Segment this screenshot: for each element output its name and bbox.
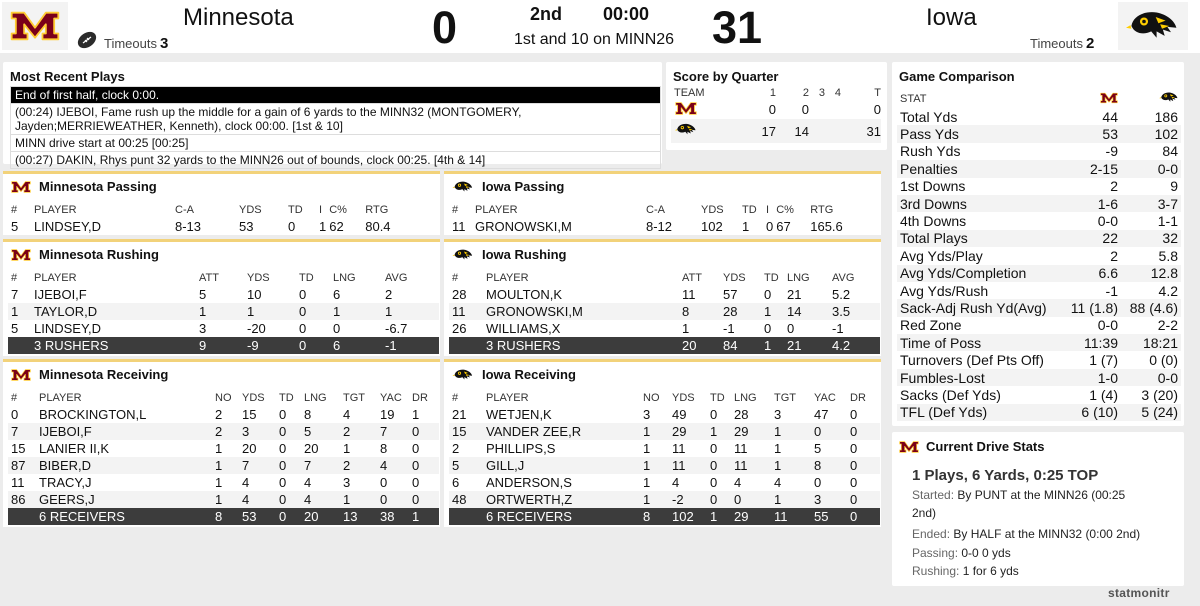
section-title: Iowa Passing [482, 179, 565, 194]
drive-rushing: Rushing: 1 for 6 yds [912, 564, 1019, 578]
comparison-row: Total Plays 22 32 [897, 230, 1181, 247]
away-timeouts: Timeouts 2 [1030, 35, 1095, 52]
score-by-quarter-panel [666, 62, 887, 150]
down-and-distance: 1st and 10 on MINN26 [513, 31, 675, 48]
comparison-row: Avg Yds/Completion 6.6 12.8 [897, 265, 1181, 282]
comparison-row: Sacks (Def Yds) 1 (4) 3 (20) [900, 386, 1178, 403]
table-row: 0 BROCKINGTON,L 2 15 0 8 4 19 1 [11, 407, 420, 422]
comparison-row: Pass Yds 53 102 [897, 125, 1181, 142]
scoreboard-header [0, 0, 1200, 53]
comparison-row: TFL (Def Yds) 6 (10) 5 (24) [897, 404, 1181, 421]
iowa-hawkeye-logo-icon [452, 180, 474, 194]
table-row: 5 LINDSEY,D 3 -20 0 0 -6.7 [11, 321, 408, 336]
table-row: 15 VANDER ZEE,R 1 29 1 29 1 0 0 [449, 423, 880, 440]
away-team-name: Iowa [926, 4, 977, 31]
comparison-row: Sack-Adj Rush Yd(Avg) 11 (1.8) 88 (4.6) [897, 299, 1181, 316]
drive-ended: Ended: By HALF at the MINN32 (0:00 2nd) [912, 527, 1141, 541]
iowa-rushing-panel [444, 239, 881, 356]
iowa-passing-panel [444, 171, 881, 235]
minnesota-logo-icon [11, 248, 31, 262]
score-by-quarter-title: Score by Quarter [673, 69, 779, 84]
minnesota-receiving-panel [3, 359, 440, 527]
section-title: Minnesota Rushing [39, 247, 159, 262]
comparison-row: Rush Yds -9 84 [900, 143, 1178, 160]
minnesota-logo-icon [675, 101, 697, 116]
table-row: 15 LANIER II,K 1 20 0 20 1 8 0 [11, 441, 420, 456]
iowa-hawkeye-logo-icon [452, 248, 474, 262]
section-title: Iowa Receiving [482, 367, 576, 382]
iowa-rushing-table: # PLAYER ATT YDS TD LNG AVG 28 MOULTON,K 11 57 0 21 5.2 11 GRONOWSKI,M 8 28 1 14 3.5 26 WILLIAMS,X 1 -1 0 0 -1 3 RUSHERS 20 84 1 21 4.2 [449, 269, 880, 354]
minnesota-receiving-table: # PLAYER NO YDS TD LNG TGT YAC DR 0 BROCKINGTON,L 2 15 0 8 4 19 1 7 IJEBOI,F 2 3 0 5 2 7 0 15 LANIER II,K 1 20 0 20 1 8 0 87 BIBER,D 1 7 0 7 2 4 0 11 TRACY,J 1 4 0 4 3 0 0 86 GEERS,J 1 4 0 4 1 0 0 6 RECEIVERS 8 53 0 20 13 38 1 [8, 389, 439, 525]
quarter-row-minnesota: 0 0 0 [671, 100, 881, 119]
table-row: 2 PHILLIPS,S 1 11 0 11 1 5 0 [452, 441, 858, 456]
totals-row: 3 RUSHERS 20 84 1 21 4.2 [449, 337, 880, 354]
current-drive-panel [892, 432, 1184, 586]
table-row: 5 GILL,J 1 11 0 11 1 8 0 [449, 457, 880, 474]
minnesota-logo-icon [11, 368, 31, 382]
totals-row: 3 RUSHERS 9 -9 0 6 -1 [8, 337, 439, 354]
comparison-row: Avg Yds/Play 2 5.8 [900, 247, 1178, 264]
current-drive-title: Current Drive Stats [926, 439, 1045, 454]
table-row: 86 GEERS,J 1 4 0 4 1 0 0 [8, 491, 439, 508]
score-by-quarter-table: TEAM 1 2 3 4 T 0 0 0 17 14 31 [671, 86, 881, 143]
comparison-row: Red Zone 0-0 2-2 [900, 317, 1178, 334]
table-row: 28 MOULTON,K 11 57 0 21 5.2 [452, 287, 851, 302]
minnesota-logo-icon [11, 180, 31, 194]
iowa-receiving-table: # PLAYER NO YDS TD LNG TGT YAC DR 21 WETJEN,K 3 49 0 28 3 47 0 15 VANDER ZEE,R 1 29 1 29 1 0 0 2 PHILLIPS,S 1 11 0 11 1 5 0 5 GILL,J 1 11 0 11 1 8 0 6 ANDERSON,S 1 4 0 4 4 0 0 48 ORTWERTH,Z 1 -2 0 0 1 3 0 6 RECEIVERS 8 102 1 29 11 55 0 [449, 389, 880, 525]
most-recent-plays-panel [3, 62, 662, 167]
quarter-row-iowa: 17 14 31 [671, 119, 881, 143]
table-row: 5 LINDSEY,D 8-13 53 0 1 62 80.4 [11, 219, 391, 234]
minnesota-passing-table: # PLAYER C-A YDS TD I C% RTG 5 LINDSEY,D 8-13 53 0 1 62 80.4 [8, 201, 402, 235]
table-row: 26 WILLIAMS,X 1 -1 0 0 -1 [452, 321, 844, 336]
table-row: 87 BIBER,D 1 7 0 7 2 4 0 [8, 457, 439, 474]
totals-row: 6 RECEIVERS 8 102 1 29 11 55 0 [449, 508, 880, 525]
home-score: 0 [432, 2, 458, 53]
drive-started: Started: By PUNT at the MINN26 (00:25 [912, 488, 1126, 502]
game-clock: 00:00 [603, 4, 650, 24]
away-score: 31 [712, 2, 763, 53]
comparison-row: Turnovers (Def Pts Off) 1 (7) 0 (0) [900, 352, 1178, 369]
play-item[interactable]: End of first half, clock 0:00. [11, 87, 660, 104]
statmonitr-watermark: statmonitr [1108, 586, 1170, 600]
iowa-passing-table: # PLAYER C-A YDS TD I C% RTG 11 GRONOWSKI,M 8-12 102 1 0 67 165.6 [449, 201, 851, 235]
iowa-hawkeye-logo-icon [1159, 91, 1179, 104]
game-comparison-title: Game Comparison [899, 69, 1015, 84]
play-item[interactable]: (00:27) DAKIN, Rhys punt 32 yards to the MINN26 out of bounds, clock 00:25. [4th & 14] [15, 153, 486, 167]
table-row: 11 GRONOWSKI,M 8 28 1 14 3.5 [449, 303, 880, 320]
table-row: 7 IJEBOI,F 2 3 0 5 2 7 0 [8, 423, 439, 440]
comparison-row: Total Yds 44 186 [900, 108, 1178, 125]
table-row: 21 WETJEN,K 3 49 0 28 3 47 0 [452, 407, 858, 422]
table-row: 1 TAYLOR,D 1 1 0 1 1 [8, 303, 439, 320]
game-comparison-table: STAT Total Yds 44 186 Pass Yds 53 102 Rush Yds -9 84 Penalties 2-15 0-0 1st Downs 2 9 3rd Downs 1-6 3-7 4th Downs 0-0 1-1 Total Plays 22 32 Avg Yds/Play 2 5.8 Avg Yds/Completion 6.6 12.8 Avg Yds/Rush -1 4.2 Sack-Adj Rush Yd(Avg) 11 (1.8) 88 (4.6) Red Zone 0-0 2-2 Time of Poss 11:39 18:21 Turnovers (Def Pts Off) 1 (7) 0 (0) Fumbles-Lost 1-0 0-0 Sacks (Def Yds) 1 (4) 3 (20) TFL (Def Yds) 6 (10) 5 (24) [897, 90, 1181, 421]
comparison-row: 1st Downs 2 9 [900, 178, 1178, 195]
totals-row: 6 RECEIVERS 8 53 0 20 13 38 1 [8, 508, 439, 525]
iowa-hawkeye-logo-icon [675, 122, 697, 137]
football-icon [76, 31, 98, 49]
comparison-row: Time of Poss 11:39 18:21 [897, 334, 1181, 351]
comparison-row: Penalties 2-15 0-0 [897, 160, 1181, 177]
home-timeouts: Timeouts 3 [104, 35, 169, 52]
table-row: 11 TRACY,J 1 4 0 4 3 0 0 [11, 475, 420, 490]
table-row: 6 ANDERSON,S 1 4 0 4 4 0 0 [452, 475, 858, 490]
minnesota-logo-icon [2, 2, 68, 50]
comparison-row: Avg Yds/Rush -1 4.2 [900, 282, 1178, 299]
minnesota-logo-icon [1100, 92, 1118, 104]
minnesota-logo-icon [899, 440, 919, 454]
comparison-row: 3rd Downs 1-6 3-7 [897, 195, 1181, 212]
comparison-row: Fumbles-Lost 1-0 0-0 [897, 369, 1181, 386]
minnesota-passing-panel [3, 171, 440, 235]
section-title: Iowa Rushing [482, 247, 567, 262]
comparison-row: 4th Downs 0-0 1-1 [900, 213, 1178, 230]
iowa-hawkeye-logo-icon [1118, 2, 1188, 50]
iowa-receiving-panel [444, 359, 881, 527]
minnesota-rushing-table: # PLAYER ATT YDS TD LNG AVG 7 IJEBOI,F 5 10 0 6 2 1 TAYLOR,D 1 1 0 1 1 5 LINDSEY,D 3 -20 0 0 -6.7 3 RUSHERS 9 -9 0 6 -1 [8, 269, 439, 354]
minnesota-rushing-panel [3, 239, 440, 356]
play-item[interactable]: MINN drive start at 00:25 [00:25] [11, 135, 660, 152]
section-title: Minnesota Receiving [39, 367, 169, 382]
section-title: Minnesota Passing [39, 179, 157, 194]
plays-list [10, 86, 661, 169]
iowa-hawkeye-logo-icon [452, 368, 474, 382]
most-recent-plays-title: Most Recent Plays [10, 69, 125, 84]
home-team-name: Minnesota [183, 4, 294, 31]
game-comparison-panel [892, 62, 1184, 426]
drive-started-cont: 2nd) [912, 506, 937, 520]
drive-passing: Passing: 0-0 0 yds [912, 546, 1011, 560]
drive-summary: 1 Plays, 6 Yards, 0:25 TOP [912, 467, 1099, 484]
quarter: 2nd [530, 4, 563, 24]
table-row: 48 ORTWERTH,Z 1 -2 0 0 1 3 0 [449, 491, 880, 508]
table-row: 11 GRONOWSKI,M 8-12 102 1 0 67 165.6 [452, 219, 843, 234]
table-row: 7 IJEBOI,F 5 10 0 6 2 [11, 287, 393, 302]
play-item[interactable]: (00:24) IJEBOI, Fame rush up the middle for a gain of 6 yards to the MINN32 (MONTGOMERY, Jayden;MERRIEWEATHER, Kenneth), clock 00:00. [1st & 10] [11, 104, 660, 135]
